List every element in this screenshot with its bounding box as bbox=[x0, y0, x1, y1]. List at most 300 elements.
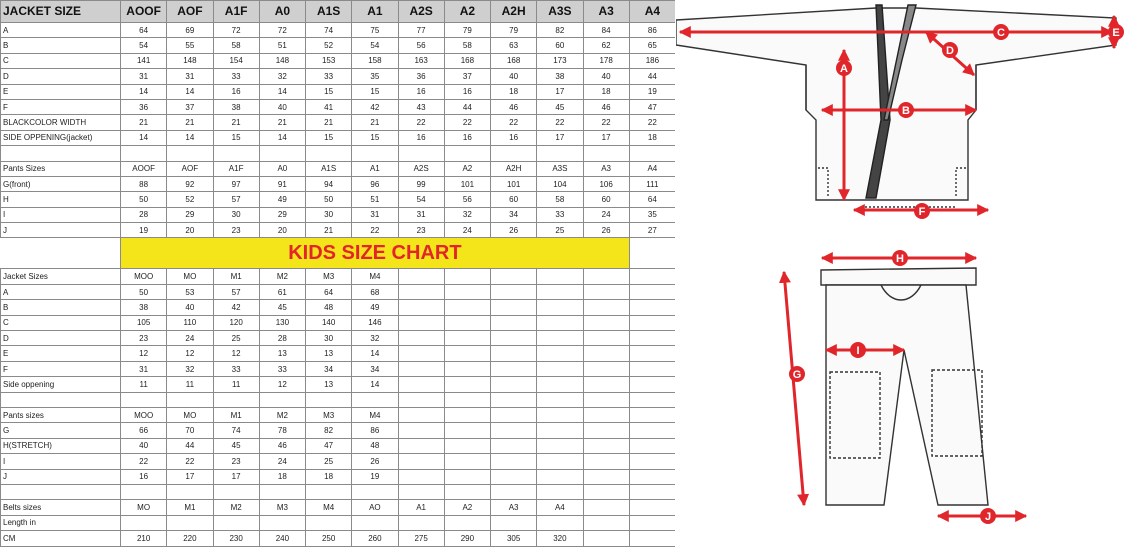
table-cell bbox=[491, 146, 537, 161]
table-cell bbox=[629, 484, 675, 499]
table-cell bbox=[306, 515, 352, 530]
jacket-drawing bbox=[676, 5, 1116, 207]
table-cell: 105 bbox=[121, 315, 167, 330]
table-cell: 12 bbox=[121, 346, 167, 361]
table-cell: 46 bbox=[583, 99, 629, 114]
table-cell bbox=[491, 392, 537, 407]
table-cell: A1S bbox=[306, 161, 352, 176]
table-cell: 106 bbox=[583, 176, 629, 191]
table-cell: 40 bbox=[121, 438, 167, 453]
table-cell: 22 bbox=[444, 115, 490, 130]
table-cell: 120 bbox=[213, 315, 259, 330]
table-cell: 46 bbox=[491, 99, 537, 114]
table-cell: 92 bbox=[167, 176, 213, 191]
table-cell bbox=[537, 315, 583, 330]
table-cell: A3 bbox=[583, 161, 629, 176]
pants-drawing bbox=[821, 268, 988, 505]
table-cell: 21 bbox=[306, 223, 352, 238]
table-cell: 63 bbox=[491, 38, 537, 53]
row-label: SIDE OPPENING(jacket) bbox=[1, 130, 121, 145]
table-cell: 36 bbox=[398, 69, 444, 84]
pants-outline bbox=[826, 285, 988, 505]
table-cell: 24 bbox=[444, 223, 490, 238]
table-cell: 13 bbox=[306, 346, 352, 361]
table-cell: A4 bbox=[629, 1, 675, 23]
table-cell bbox=[491, 361, 537, 376]
table-cell: 305 bbox=[491, 531, 537, 546]
table-cell: 29 bbox=[167, 207, 213, 222]
table-row bbox=[1, 361, 676, 376]
table-cell: 141 bbox=[121, 53, 167, 68]
table-cell bbox=[537, 346, 583, 361]
table-cell: 34 bbox=[352, 361, 398, 376]
table-cell: M1 bbox=[167, 500, 213, 515]
table-cell bbox=[398, 469, 444, 484]
table-cell: 31 bbox=[352, 207, 398, 222]
badge-h-label: H bbox=[896, 253, 904, 265]
table-cell: 17 bbox=[537, 130, 583, 145]
table-cell: 31 bbox=[167, 69, 213, 84]
row-label: Side oppening bbox=[1, 377, 121, 392]
table-cell: A4 bbox=[537, 500, 583, 515]
kids-size-chart-title: KIDS SIZE CHART bbox=[121, 238, 630, 269]
table-cell: 21 bbox=[167, 115, 213, 130]
row-label: H(STRETCH) bbox=[1, 438, 121, 453]
table-cell bbox=[352, 515, 398, 530]
table-cell: 19 bbox=[352, 469, 398, 484]
table-cell: 34 bbox=[306, 361, 352, 376]
row-label: Jacket Sizes bbox=[1, 269, 121, 284]
table-cell: A1 bbox=[398, 500, 444, 515]
table-cell: 96 bbox=[352, 176, 398, 191]
arrow-g bbox=[784, 272, 804, 505]
table-cell: 16 bbox=[398, 130, 444, 145]
table-row bbox=[1, 223, 676, 238]
table-cell bbox=[491, 315, 537, 330]
table-cell: 146 bbox=[352, 315, 398, 330]
table-cell bbox=[121, 484, 167, 499]
table-cell bbox=[213, 484, 259, 499]
table-cell: 54 bbox=[121, 38, 167, 53]
row-label: B bbox=[1, 300, 121, 315]
table-cell bbox=[537, 361, 583, 376]
table-cell: 50 bbox=[121, 284, 167, 299]
table-cell bbox=[491, 284, 537, 299]
table-cell bbox=[444, 392, 490, 407]
row-label: I bbox=[1, 454, 121, 469]
table-cell bbox=[444, 469, 490, 484]
table-cell bbox=[259, 146, 305, 161]
table-cell: A2H bbox=[491, 1, 537, 23]
table-cell: 21 bbox=[259, 115, 305, 130]
table-cell bbox=[398, 361, 444, 376]
table-cell bbox=[537, 300, 583, 315]
table-cell bbox=[444, 423, 490, 438]
table-cell: 94 bbox=[306, 176, 352, 191]
table-cell: M1 bbox=[213, 407, 259, 422]
table-cell: 33 bbox=[213, 361, 259, 376]
table-cell: 44 bbox=[629, 69, 675, 84]
table-cell: 24 bbox=[167, 331, 213, 346]
row-label bbox=[1, 146, 121, 161]
row-label: G bbox=[1, 423, 121, 438]
row-label: J bbox=[1, 469, 121, 484]
table-cell: 230 bbox=[213, 531, 259, 546]
pants-header-row bbox=[1, 161, 676, 176]
table-cell: 45 bbox=[259, 300, 305, 315]
table-cell bbox=[398, 284, 444, 299]
table-cell bbox=[213, 392, 259, 407]
table-cell: 29 bbox=[259, 207, 305, 222]
table-cell bbox=[491, 423, 537, 438]
table-cell: A1 bbox=[352, 161, 398, 176]
table-cell: 51 bbox=[259, 38, 305, 53]
table-cell: 97 bbox=[213, 176, 259, 191]
table-cell: 290 bbox=[444, 531, 490, 546]
table-cell: 22 bbox=[121, 454, 167, 469]
table-cell bbox=[259, 484, 305, 499]
table-row bbox=[1, 115, 676, 130]
belts-length-row bbox=[1, 515, 676, 530]
table-cell: 18 bbox=[583, 84, 629, 99]
table-cell bbox=[629, 423, 675, 438]
row-label: CM bbox=[1, 531, 121, 546]
table-cell bbox=[167, 484, 213, 499]
table-cell: 27 bbox=[629, 223, 675, 238]
table-cell bbox=[444, 300, 490, 315]
table-cell: 99 bbox=[398, 176, 444, 191]
table-cell: 47 bbox=[306, 438, 352, 453]
table-cell: 75 bbox=[352, 23, 398, 38]
table-cell: 30 bbox=[306, 331, 352, 346]
table-cell: 111 bbox=[629, 176, 675, 191]
banner-spacer bbox=[629, 238, 675, 269]
table-cell bbox=[537, 331, 583, 346]
table-cell: A2H bbox=[491, 161, 537, 176]
table-cell bbox=[398, 438, 444, 453]
row-label: G(front) bbox=[1, 176, 121, 191]
table-cell: 130 bbox=[259, 315, 305, 330]
table-cell: 66 bbox=[121, 423, 167, 438]
table-cell bbox=[491, 454, 537, 469]
table-cell: 186 bbox=[629, 53, 675, 68]
belts-cm-row bbox=[1, 531, 676, 546]
table-cell: 16 bbox=[444, 84, 490, 99]
table-cell: 20 bbox=[259, 223, 305, 238]
table-cell bbox=[398, 423, 444, 438]
table-cell: 26 bbox=[583, 223, 629, 238]
table-cell: 19 bbox=[121, 223, 167, 238]
badge-j-label: J bbox=[984, 511, 992, 523]
table-cell: 65 bbox=[629, 38, 675, 53]
jacket-outline bbox=[676, 8, 1116, 200]
table-cell: 17 bbox=[583, 130, 629, 145]
table-row bbox=[1, 300, 676, 315]
table-cell: 275 bbox=[398, 531, 444, 546]
table-cell: 16 bbox=[398, 84, 444, 99]
table-cell bbox=[491, 407, 537, 422]
table-cell: 72 bbox=[259, 23, 305, 38]
table-cell: 148 bbox=[259, 53, 305, 68]
table-cell: 28 bbox=[121, 207, 167, 222]
spacer-row bbox=[1, 484, 676, 499]
table-cell: MOO bbox=[121, 407, 167, 422]
table-cell bbox=[583, 331, 629, 346]
table-cell: 20 bbox=[167, 223, 213, 238]
table-cell bbox=[491, 515, 537, 530]
row-label: Belts sizes bbox=[1, 500, 121, 515]
belts-header-row bbox=[1, 500, 676, 515]
table-cell: 18 bbox=[259, 469, 305, 484]
table-cell: M1 bbox=[213, 269, 259, 284]
table-row bbox=[1, 53, 676, 68]
table-cell: 52 bbox=[306, 38, 352, 53]
table-cell: 14 bbox=[352, 377, 398, 392]
row-label: D bbox=[1, 331, 121, 346]
table-cell: AOF bbox=[167, 1, 213, 23]
table-cell: A0 bbox=[259, 1, 305, 23]
table-cell: 153 bbox=[306, 53, 352, 68]
table-cell: M2 bbox=[213, 500, 259, 515]
row-label: F bbox=[1, 99, 121, 114]
table-cell: 40 bbox=[259, 99, 305, 114]
table-cell bbox=[444, 269, 490, 284]
table-cell: 14 bbox=[121, 84, 167, 99]
table-cell: 40 bbox=[583, 69, 629, 84]
table-cell: 158 bbox=[352, 53, 398, 68]
table-cell bbox=[167, 515, 213, 530]
table-cell bbox=[583, 469, 629, 484]
table-cell: 18 bbox=[306, 469, 352, 484]
row-label: I bbox=[1, 207, 121, 222]
row-label: A bbox=[1, 23, 121, 38]
table-cell bbox=[121, 146, 167, 161]
table-cell: 14 bbox=[167, 130, 213, 145]
row-label: H bbox=[1, 192, 121, 207]
table-cell: 320 bbox=[537, 531, 583, 546]
table-cell: 13 bbox=[259, 346, 305, 361]
table-cell: 18 bbox=[629, 130, 675, 145]
table-cell: 34 bbox=[491, 207, 537, 222]
table-row bbox=[1, 84, 676, 99]
table-cell bbox=[537, 438, 583, 453]
table-cell: AOF bbox=[167, 161, 213, 176]
table-cell: A4 bbox=[629, 161, 675, 176]
table-cell bbox=[398, 454, 444, 469]
table-cell: 77 bbox=[398, 23, 444, 38]
spacer-row bbox=[1, 392, 676, 407]
table-cell: 43 bbox=[398, 99, 444, 114]
table-cell bbox=[398, 392, 444, 407]
table-cell: 48 bbox=[352, 438, 398, 453]
table-cell bbox=[352, 392, 398, 407]
table-cell bbox=[259, 392, 305, 407]
table-row bbox=[1, 284, 676, 299]
table-cell: 24 bbox=[259, 454, 305, 469]
table-row bbox=[1, 130, 676, 145]
table-cell: 14 bbox=[352, 346, 398, 361]
table-cell: 55 bbox=[167, 38, 213, 53]
table-cell bbox=[537, 392, 583, 407]
table-cell: 260 bbox=[352, 531, 398, 546]
table-cell: 21 bbox=[213, 115, 259, 130]
table-cell: 17 bbox=[213, 469, 259, 484]
table-cell: A3 bbox=[583, 1, 629, 23]
table-cell: 163 bbox=[398, 53, 444, 68]
table-cell bbox=[583, 423, 629, 438]
table-cell: 86 bbox=[629, 23, 675, 38]
table-cell bbox=[583, 269, 629, 284]
badge-f-label: F bbox=[918, 206, 926, 218]
table-cell: 61 bbox=[259, 284, 305, 299]
row-label: BLACKCOLOR WIDTH bbox=[1, 115, 121, 130]
table-row bbox=[1, 346, 676, 361]
table-cell: A0 bbox=[259, 161, 305, 176]
table-cell bbox=[537, 284, 583, 299]
table-cell: 60 bbox=[537, 38, 583, 53]
gi-diagram bbox=[676, 0, 1133, 554]
table-cell: M3 bbox=[306, 407, 352, 422]
table-cell bbox=[583, 315, 629, 330]
table-cell: 17 bbox=[167, 469, 213, 484]
table-cell bbox=[444, 346, 490, 361]
table-cell: 52 bbox=[167, 192, 213, 207]
spacer-row bbox=[1, 146, 676, 161]
table-cell: A2S bbox=[398, 161, 444, 176]
table-cell: 64 bbox=[121, 23, 167, 38]
table-cell: A1S bbox=[306, 1, 352, 23]
table-cell bbox=[629, 515, 675, 530]
table-row bbox=[1, 423, 676, 438]
table-cell bbox=[491, 269, 537, 284]
table-cell: 33 bbox=[306, 69, 352, 84]
table-cell: 58 bbox=[213, 38, 259, 53]
table-cell: 79 bbox=[444, 23, 490, 38]
table-cell bbox=[537, 484, 583, 499]
table-cell: A3S bbox=[537, 161, 583, 176]
table-cell bbox=[537, 469, 583, 484]
table-cell bbox=[491, 484, 537, 499]
row-label: A bbox=[1, 284, 121, 299]
table-cell: 50 bbox=[306, 192, 352, 207]
table-row bbox=[1, 176, 676, 191]
table-cell: 13 bbox=[306, 377, 352, 392]
table-cell: 91 bbox=[259, 176, 305, 191]
table-cell bbox=[491, 331, 537, 346]
table-cell: 22 bbox=[537, 115, 583, 130]
table-cell bbox=[444, 407, 490, 422]
table-cell: 36 bbox=[121, 99, 167, 114]
row-label: JACKET SIZE bbox=[1, 1, 121, 23]
table-cell: MOO bbox=[121, 269, 167, 284]
row-label: Pants sizes bbox=[1, 407, 121, 422]
table-cell bbox=[629, 269, 675, 284]
table-row bbox=[1, 23, 676, 38]
table-cell: 22 bbox=[491, 115, 537, 130]
table-cell: 32 bbox=[259, 69, 305, 84]
table-cell: 47 bbox=[629, 99, 675, 114]
table-cell: A3 bbox=[491, 500, 537, 515]
table-cell: M4 bbox=[352, 269, 398, 284]
table-cell: 88 bbox=[121, 176, 167, 191]
table-cell: A2 bbox=[444, 500, 490, 515]
table-cell bbox=[352, 484, 398, 499]
table-row bbox=[1, 192, 676, 207]
table-cell: 33 bbox=[259, 361, 305, 376]
badge-i-label: I bbox=[856, 345, 860, 357]
table-cell: 45 bbox=[213, 438, 259, 453]
table-cell: 33 bbox=[213, 69, 259, 84]
table-row bbox=[1, 207, 676, 222]
table-cell: 38 bbox=[537, 69, 583, 84]
table-cell: 14 bbox=[121, 130, 167, 145]
table-cell: 14 bbox=[259, 130, 305, 145]
table-cell bbox=[259, 515, 305, 530]
table-cell: 23 bbox=[213, 454, 259, 469]
table-cell: 25 bbox=[306, 454, 352, 469]
badge-g-label: G bbox=[792, 369, 802, 381]
table-cell bbox=[444, 331, 490, 346]
table-cell: 104 bbox=[537, 176, 583, 191]
table-cell: 17 bbox=[537, 84, 583, 99]
table-cell bbox=[583, 407, 629, 422]
table-cell: 22 bbox=[167, 454, 213, 469]
pants-waistband bbox=[821, 268, 976, 285]
table-cell: 37 bbox=[167, 99, 213, 114]
table-row bbox=[1, 377, 676, 392]
table-cell: A2 bbox=[444, 1, 490, 23]
table-cell: 62 bbox=[583, 38, 629, 53]
table-cell: 68 bbox=[352, 284, 398, 299]
table-cell bbox=[629, 361, 675, 376]
table-cell: M3 bbox=[259, 500, 305, 515]
table-cell: 50 bbox=[121, 192, 167, 207]
table-cell bbox=[444, 438, 490, 453]
table-cell: 32 bbox=[444, 207, 490, 222]
table-cell: M2 bbox=[259, 407, 305, 422]
table-row bbox=[1, 454, 676, 469]
table-cell: 24 bbox=[583, 207, 629, 222]
table-cell bbox=[444, 377, 490, 392]
table-cell: 58 bbox=[444, 38, 490, 53]
table-cell: 84 bbox=[583, 23, 629, 38]
table-cell: MO bbox=[167, 269, 213, 284]
table-cell: 44 bbox=[444, 99, 490, 114]
table-cell bbox=[537, 269, 583, 284]
table-cell: 49 bbox=[352, 300, 398, 315]
table-cell bbox=[629, 315, 675, 330]
table-cell bbox=[583, 346, 629, 361]
table-cell: MO bbox=[121, 500, 167, 515]
table-cell bbox=[629, 438, 675, 453]
table-cell: 22 bbox=[629, 115, 675, 130]
table-cell: 37 bbox=[444, 69, 490, 84]
table-cell: 22 bbox=[398, 115, 444, 130]
row-label: C bbox=[1, 315, 121, 330]
table-cell: 30 bbox=[213, 207, 259, 222]
table-cell bbox=[583, 284, 629, 299]
table-cell: 154 bbox=[213, 53, 259, 68]
table-cell: A2 bbox=[444, 161, 490, 176]
table-cell: 22 bbox=[583, 115, 629, 130]
table-cell: 41 bbox=[306, 99, 352, 114]
table-cell bbox=[629, 454, 675, 469]
table-cell bbox=[537, 423, 583, 438]
table-cell: 101 bbox=[491, 176, 537, 191]
table-cell bbox=[583, 146, 629, 161]
table-cell bbox=[398, 269, 444, 284]
table-cell: 140 bbox=[306, 315, 352, 330]
